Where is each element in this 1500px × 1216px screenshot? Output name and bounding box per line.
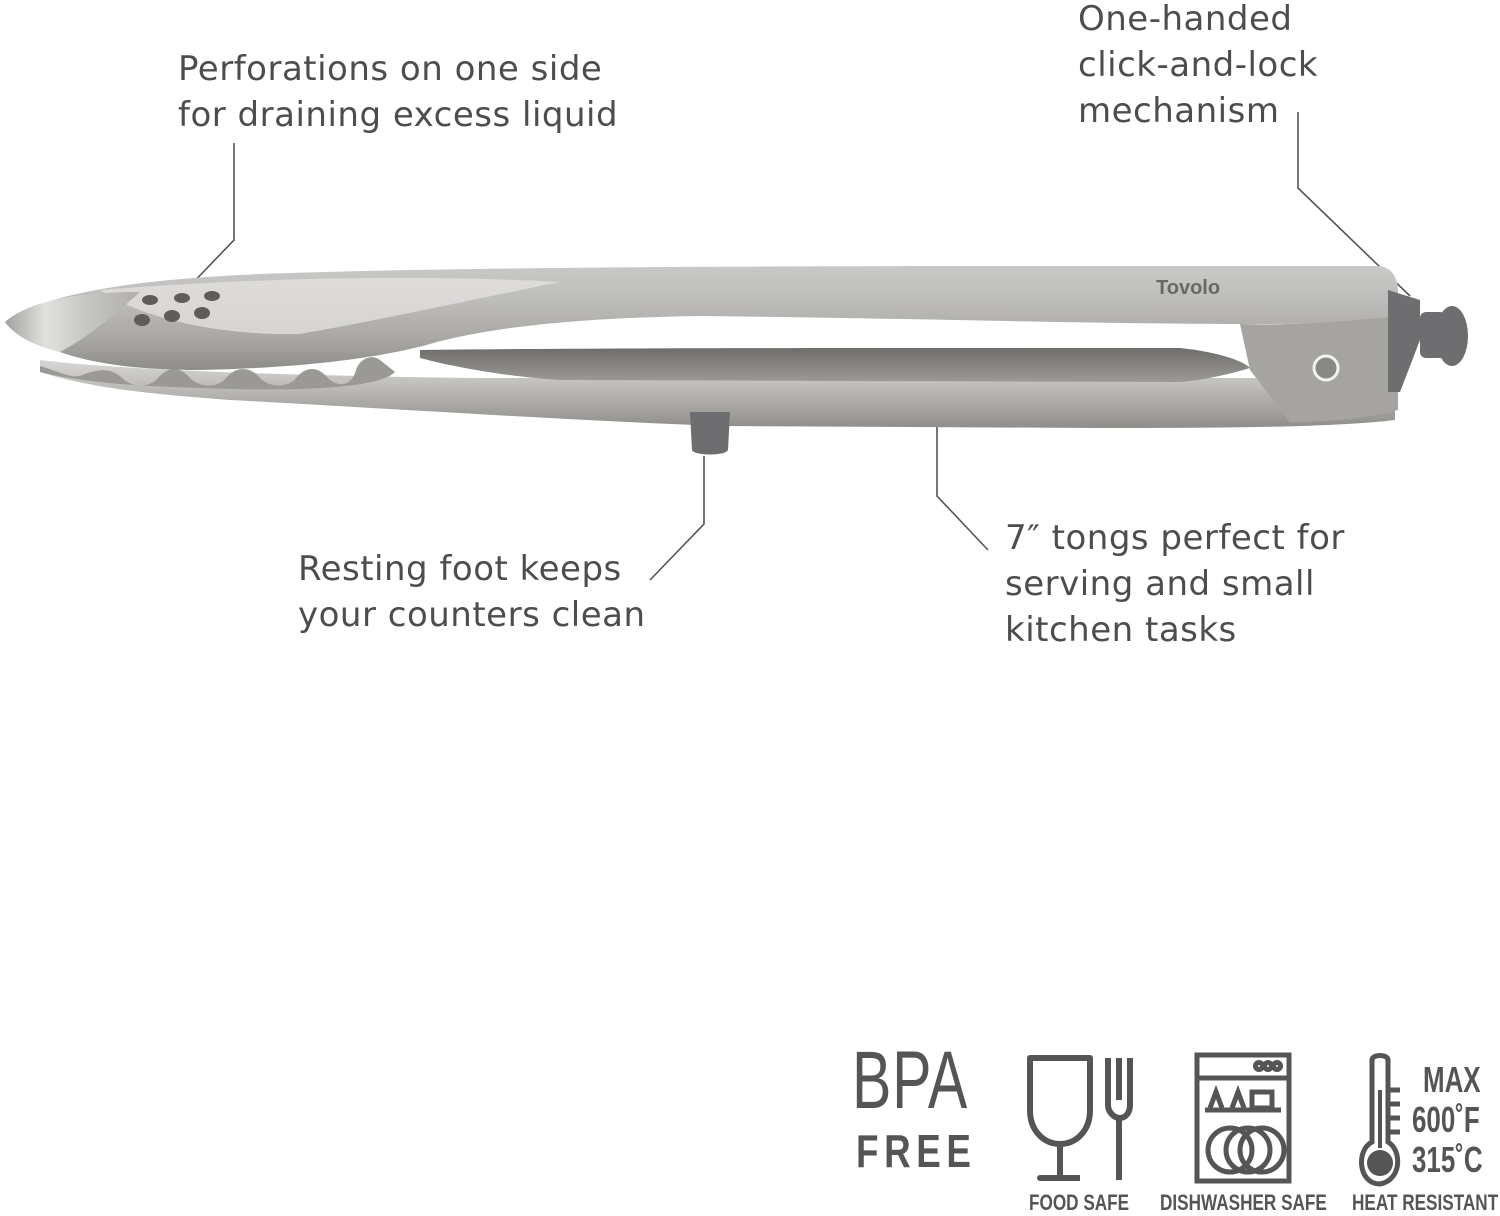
- thermometer-bulb: [1367, 1150, 1393, 1176]
- callout-lock-line1: One-handed: [1078, 0, 1293, 39]
- callout-lock-line2: click-and-lock: [1078, 45, 1319, 85]
- callout-foot-line2: your counters clean: [298, 595, 646, 635]
- temp-fahrenheit-label: 600˚F: [1412, 1099, 1480, 1140]
- callout-size-line1: 7″ tongs perfect for: [1005, 518, 1345, 558]
- bpa-label: BPA: [852, 1035, 968, 1126]
- tongs-inner-gap: [420, 348, 1250, 382]
- callout-lock: [1078, 0, 1318, 134]
- heat-resistant-caption: HEAT RESISTANT: [1352, 1190, 1499, 1215]
- callout-perforations: [178, 46, 618, 138]
- callout-size-line2: serving and small: [1005, 564, 1315, 604]
- dishwasher-safe-caption: DISHWASHER SAFE: [1160, 1190, 1327, 1215]
- food-safe-caption: FOOD SAFE: [1029, 1190, 1130, 1215]
- callout-size-line3: kitchen tasks: [1005, 610, 1237, 650]
- temp-max-label: MAX: [1423, 1059, 1481, 1100]
- lock-mechanism: [1388, 290, 1468, 392]
- callout-size: [1005, 515, 1345, 653]
- callout-perforations-line1: Perforations on one side: [178, 49, 603, 89]
- leader-foot: [650, 456, 704, 580]
- callout-lock-line3: mechanism: [1078, 91, 1280, 131]
- resting-foot: [690, 412, 730, 455]
- callout-foot: [298, 546, 646, 638]
- leader-perforations: [186, 143, 234, 290]
- callout-perforations-line2: for draining excess liquid: [178, 95, 619, 135]
- brand-engraving: Tovolo: [1156, 277, 1221, 299]
- leader-size: [937, 420, 988, 550]
- temp-celsius-label: 315˚C: [1412, 1139, 1483, 1180]
- dishwasher-icon: [1197, 1055, 1289, 1181]
- food-safe-icon: [1030, 1058, 1130, 1180]
- callout-foot-line1: Resting foot keeps: [298, 549, 622, 589]
- free-label: FREE: [856, 1125, 977, 1177]
- rivet-icon: [1314, 356, 1338, 380]
